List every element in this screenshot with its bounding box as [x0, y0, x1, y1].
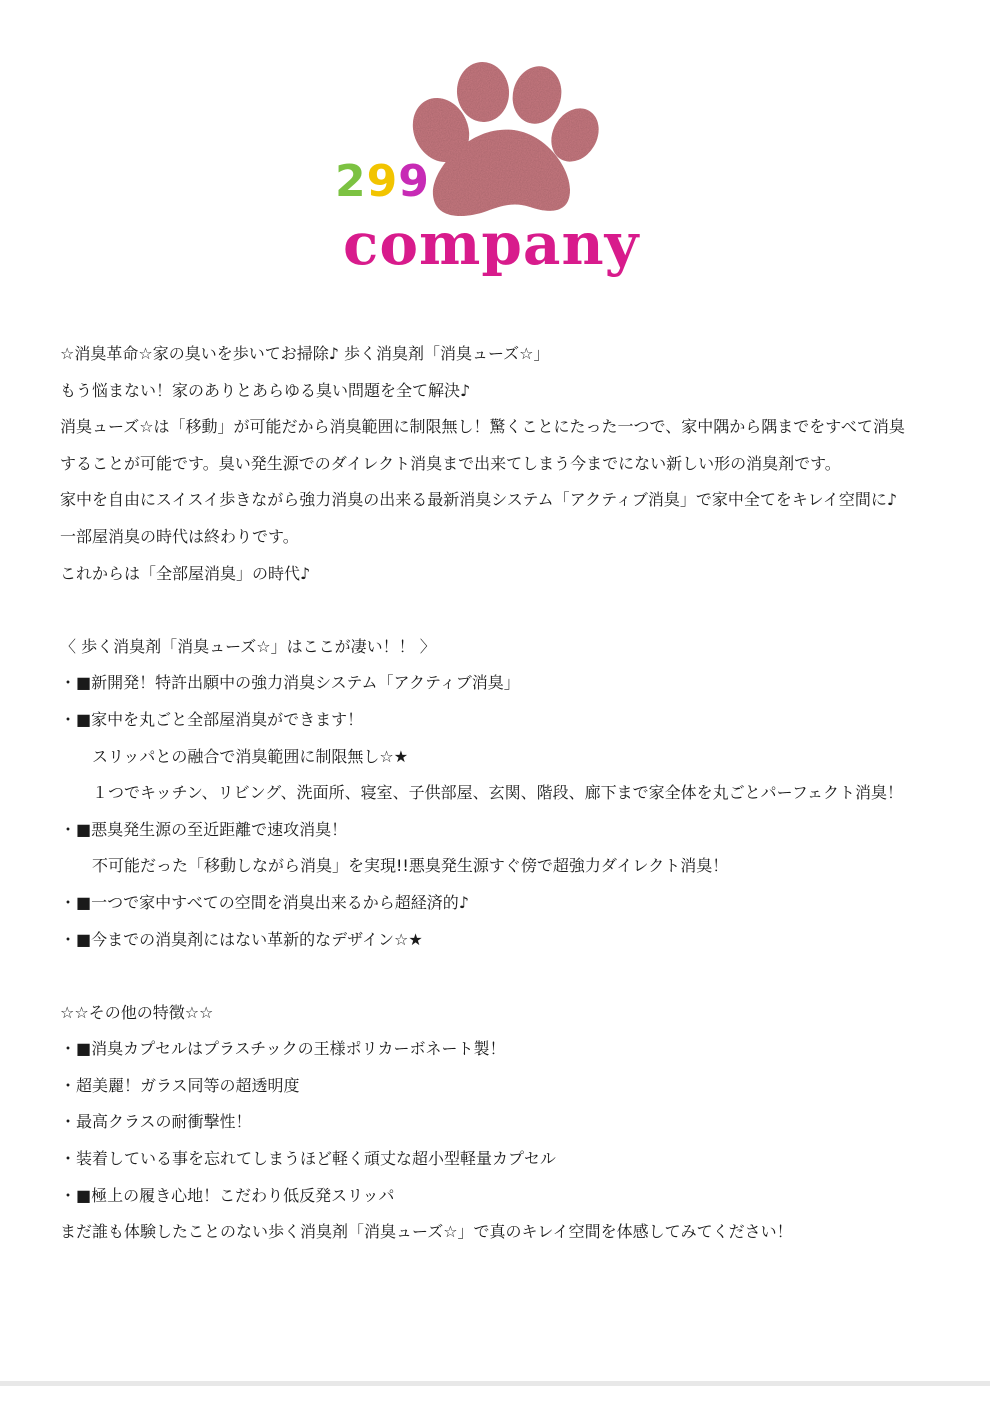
features-section [60, 629, 940, 958]
company-logo [325, 55, 670, 285]
intro-line: 家中を自由にスイスイ歩きながら強力消臭の出来る最新消臭システム「アクティブ消臭」で家中全てをキレイ空間に♪ [60, 490, 898, 510]
intro-section [60, 336, 940, 592]
other-feature-item: ・■極上の履き心地！こだわり低反発スリッパ [60, 1185, 395, 1205]
intro-line: することが可能です。臭い発生源でのダイレクト消臭まで出来てしまう今までにない新しい形の消臭剤です。 [60, 453, 841, 473]
closing-line: まだ誰も体験したことのない歩く消臭剤「消臭ューズ☆」で真のキレイ空間を体感してみてください！ [60, 1222, 793, 1242]
other-feature-item: ・■消臭カプセルはプラスチックの王様ポリカーボネート製！ [60, 1039, 506, 1059]
spacer [60, 592, 940, 629]
feature-detail: スリッパとの融合で消臭範囲に制限無し☆★ [92, 746, 409, 766]
feature-item: ・■家中を丸ごと全部屋消臭ができます！ [60, 709, 364, 729]
features-heading: 〈 歩く消臭剤「消臭ューズ☆」はここが凄い！！ 〉 [60, 636, 436, 656]
intro-line: ☆消臭革命☆家の臭いを歩いてお掃除♪ 歩く消臭剤「消臭ューズ☆」 [60, 344, 550, 363]
logo-digit: 2 [335, 156, 367, 207]
feature-item: ・■今までの消臭剤にはない革新的なデザイン☆★ [60, 929, 423, 949]
feature-detail: １つでキッチン、リビング、洗面所、寝室、子供部屋、玄関、階段、廊下まで家全体を丸ごとパーフェクト消臭！ [92, 783, 904, 803]
intro-line: 消臭ューズ☆は「移動」が可能だから消臭範囲に制限無し！驚くことにたった一つで、家中隅から隅までをすべて消臭 [60, 417, 905, 437]
logo-digit: 9 [366, 156, 399, 207]
intro-line: 一部屋消臭の時代は終わりです。 [60, 526, 299, 546]
logo-digit: 9 [398, 156, 430, 207]
intro-line: これからは「全部屋消臭」の時代♪ [60, 563, 311, 583]
other-features-section [60, 995, 940, 1251]
intro-line: もう悩まない！家のありとあらゆる臭い問題を全て解決♪ [60, 380, 471, 400]
spacer [60, 958, 940, 995]
other-feature-item: ・最高クラスの耐衝撃性！ [60, 1112, 252, 1132]
page-bottom-divider [0, 1381, 990, 1386]
other-feature-item: ・超美麗！ガラス同等の超透明度 [60, 1075, 300, 1095]
logo-name: company [343, 210, 640, 278]
feature-item: ・■新開発！特許出願中の強力消臭システム「アクティブ消臭」 [60, 673, 520, 693]
feature-item: ・■一つで家中すべての空間を消臭出来るから超経済的♪ [60, 892, 470, 912]
other-features-heading: ☆☆その他の特徴☆☆ [60, 1002, 214, 1022]
logo-number [335, 156, 430, 207]
document-body [60, 336, 940, 1251]
other-feature-item: ・装着している事を忘れてしまうほど軽く頑丈な超小型軽量カプセル [60, 1149, 556, 1169]
feature-item: ・■悪臭発生源の至近距離で速攻消臭！ [60, 819, 348, 839]
feature-detail: 不可能だった「移動しながら消臭」を実現!!悪臭発生源すぐ傍で超強力ダイレクト消臭！ [92, 856, 729, 876]
